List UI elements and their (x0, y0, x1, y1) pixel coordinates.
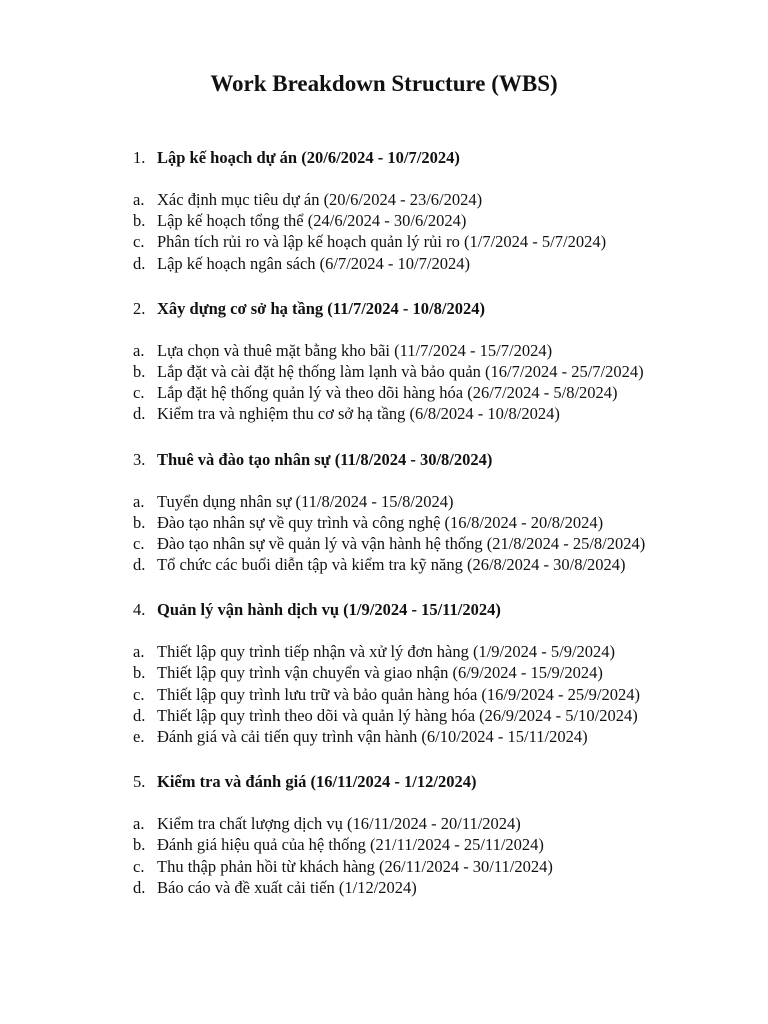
section-heading (133, 771, 728, 792)
task-text: Thu thập phản hồi từ khách hàng (26/11/2024 - 30/11/2024) (157, 856, 553, 876)
task-text: Thiết lập quy trình theo dõi và quản lý hàng hóa (26/9/2024 - 5/10/2024) (157, 705, 638, 725)
list-item (133, 684, 728, 705)
task-text: Kiểm tra chất lượng dịch vụ (16/11/2024 - 20/11/2024) (157, 814, 521, 834)
task-text: Đánh giá hiệu quả của hệ thống (21/11/2024 - 25/11/2024) (157, 835, 544, 855)
task-letter: b. (133, 512, 146, 532)
task-letter: a. (133, 642, 145, 662)
task-text: Đào tạo nhân sự về quản lý và vận hành hệ thống (21/8/2024 - 25/8/2024) (157, 533, 646, 553)
task-letter: a. (133, 190, 145, 209)
section-heading (133, 298, 728, 319)
list-item (133, 726, 728, 747)
list-item (133, 189, 728, 210)
task-letter: c. (133, 533, 145, 553)
task-text: Đánh giá và cải tiến quy trình vận hành (6/10/2024 - 15/11/2024) (157, 727, 588, 746)
list-item (133, 813, 728, 834)
task-list (133, 491, 728, 576)
list-item (133, 834, 728, 855)
section-heading (133, 599, 728, 620)
task-letter: c. (133, 856, 145, 876)
task-letter: c. (133, 383, 145, 403)
list-item (133, 662, 728, 683)
list-item (133, 361, 728, 382)
task-letter: d. (133, 705, 146, 725)
section-heading (133, 449, 728, 470)
document-title: Work Breakdown Structure (WBS) (210, 71, 558, 96)
task-text: Kiểm tra và nghiệm thu cơ sở hạ tầng (6/8/2024 - 10/8/2024) (157, 404, 560, 424)
wbs-section (133, 599, 728, 747)
task-list (133, 340, 728, 425)
wbs-section (133, 449, 728, 576)
task-text: Thiết lập quy trình tiếp nhận và xử lý đơn hàng (1/9/2024 - 5/9/2024) (157, 642, 616, 662)
task-text: Xác định mục tiêu dự án (20/6/2024 - 23/6/2024) (157, 190, 483, 209)
section-number: 1. (133, 148, 146, 167)
task-text: Báo cáo và đề xuất cải tiến (1/12/2024) (157, 877, 417, 897)
section-number: 3. (133, 449, 146, 469)
task-letter: a. (133, 491, 145, 511)
task-letter: b. (133, 211, 146, 231)
task-letter: b. (133, 361, 146, 381)
task-text: Thiết lập quy trình vận chuyển và giao nhận (6/9/2024 - 15/9/2024) (157, 663, 603, 683)
task-letter: d. (133, 253, 146, 273)
section-title: Quản lý vận hành dịch vụ (1/9/2024 - 15/11/2024) (157, 600, 501, 620)
list-item (133, 533, 728, 554)
wbs-sections (133, 147, 728, 922)
list-item (133, 253, 728, 274)
section-number: 4. (133, 600, 146, 620)
task-text: Lắp đặt và cài đặt hệ thống làm lạnh và bảo quản (16/7/2024 - 25/7/2024) (157, 361, 644, 381)
section-title: Lập kế hoạch dự án (20/6/2024 - 10/7/2024) (157, 148, 460, 167)
task-letter: b. (133, 835, 146, 855)
task-text: Lập kế hoạch ngân sách (6/7/2024 - 10/7/2024) (157, 253, 470, 273)
list-item (133, 705, 728, 726)
task-letter: d. (133, 877, 146, 897)
task-list (133, 641, 728, 747)
task-text: Đào tạo nhân sự về quy trình và công nghệ (16/8/2024 - 20/8/2024) (157, 512, 604, 532)
task-letter: a. (133, 340, 145, 360)
task-letter: d. (133, 555, 146, 575)
list-item (133, 340, 728, 361)
task-text: Lựa chọn và thuê mặt bằng kho bãi (11/7/2024 - 15/7/2024) (157, 340, 553, 360)
list-item (133, 512, 728, 533)
list-item (133, 877, 728, 898)
section-number: 2. (133, 298, 146, 318)
task-text: Phân tích rủi ro và lập kế hoạch quản lý rủi ro (1/7/2024 - 5/7/2024) (157, 232, 607, 252)
list-item (133, 403, 728, 424)
section-title: Xây dựng cơ sở hạ tầng (11/7/2024 - 10/8/2024) (157, 298, 485, 318)
task-letter: c. (133, 232, 145, 252)
list-item (133, 382, 728, 403)
task-text: Thiết lập quy trình lưu trữ và bảo quản hàng hóa (16/9/2024 - 25/9/2024) (157, 684, 641, 704)
list-item (133, 641, 728, 662)
task-letter: d. (133, 404, 146, 424)
task-letter: b. (133, 663, 146, 683)
task-text: Tổ chức các buổi diễn tập và kiểm tra kỹ năng (26/8/2024 - 30/8/2024) (157, 555, 626, 575)
wbs-section (133, 298, 728, 425)
task-text: Lập kế hoạch tổng thể (24/6/2024 - 30/6/2024) (157, 211, 467, 231)
section-number: 5. (133, 772, 146, 792)
list-item (133, 210, 728, 231)
section-title: Thuê và đào tạo nhân sự (11/8/2024 - 30/8/2024) (157, 449, 493, 469)
wbs-section (133, 147, 728, 274)
list-item (133, 856, 728, 877)
task-text: Tuyển dụng nhân sự (11/8/2024 - 15/8/2024) (157, 491, 454, 511)
list-item (133, 491, 728, 512)
task-list (133, 189, 728, 274)
section-heading (133, 147, 728, 168)
task-text: Lắp đặt hệ thống quản lý và theo dõi hàng hóa (26/7/2024 - 5/8/2024) (157, 383, 618, 403)
task-letter: c. (133, 684, 145, 704)
task-letter: a. (133, 814, 145, 834)
list-item (133, 231, 728, 252)
task-list (133, 813, 728, 898)
section-title: Kiểm tra và đánh giá (16/11/2024 - 1/12/2024) (157, 772, 477, 792)
task-letter: e. (133, 727, 145, 746)
wbs-section (133, 771, 728, 898)
list-item (133, 554, 728, 575)
